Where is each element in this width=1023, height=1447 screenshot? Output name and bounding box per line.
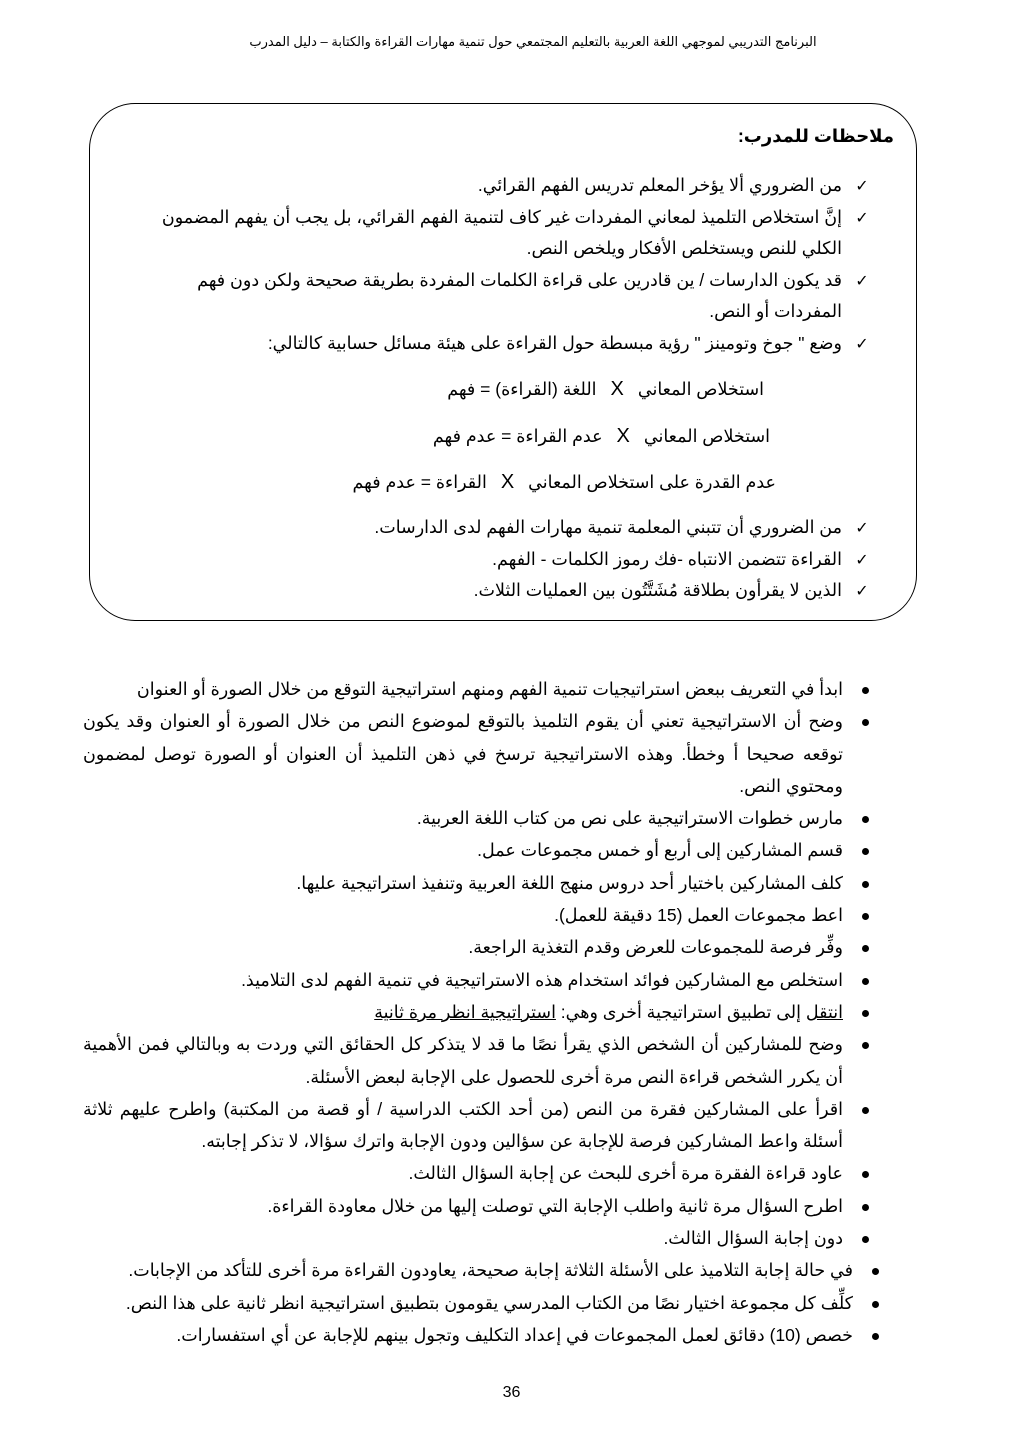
check-icon: ✓ xyxy=(855,333,869,353)
page-header: البرنامج التدريبي لموجهي اللغة العربية بالتعليم المجتمعي حول تنمية مهارات القراءة والكتابة – دليل المدرب xyxy=(249,34,817,49)
note-item: ✓ القراءة تتضمن الانتباه -فك رموز الكلمات - الفهم. xyxy=(160,544,872,576)
trainer-notes-box xyxy=(89,103,917,621)
bullet-icon xyxy=(862,913,869,920)
list-item: عاود قراءة الفقرة مرة أخرى للبحث عن إجابة السؤال الثالث. xyxy=(83,1157,873,1189)
bullet-icon xyxy=(862,719,869,726)
check-icon: ✓ xyxy=(855,207,869,227)
strategy-name: استراتيجية انظر مرة ثانية xyxy=(374,1001,556,1022)
list-item: دون إجابة السؤال الثالث. xyxy=(83,1222,873,1254)
list-item: اعط مجموعات العمل (15 دقيقة للعمل). xyxy=(83,899,873,931)
note-item: ✓ الذين لا يقرأون بطلاقة مُشَتَّتُون بين العمليات الثلاث. xyxy=(160,575,872,607)
note-item: ✓ قد يكون الدارسات / ين قادرين على قراءة الكلمات المفردة بطريقة صحيحة ولكن دون فهم المفردات أو النص. xyxy=(160,265,872,328)
list-item: في حالة إجابة التلاميذ على الأسئلة الثلاثة إجابة صحيحة، يعاودون القراءة مرة أخرى للتأكد من الإجابات. xyxy=(83,1254,883,1286)
bullet-icon xyxy=(862,687,869,694)
list-item: خصص (10) دقائق لعمل المجموعات في إعداد التكليف وتجول بينهم للإجابة عن أي استفسارات. xyxy=(83,1319,883,1351)
bullet-icon xyxy=(862,1171,869,1178)
notes-title: ملاحظات للمدرب: xyxy=(737,126,894,146)
bullet-icon xyxy=(862,881,869,888)
check-icon: ✓ xyxy=(855,176,869,195)
note-item: ✓ من الضروري أن تتبني المعلمة تنمية مهارات الفهم لدى الدارسات. xyxy=(160,512,872,544)
procedure-list xyxy=(83,673,873,1351)
list-item: وضح أن الاستراتيجية تعني أن يقوم التلميذ بالتوقع لموضوع النص من خلال الصورة أو العنوان وقد يكون توقعه صحيحا أ وخطأ. وهذه الاستراتيجية ترسخ في ذهن التلميذ أن العنوان أو الصورة توصل لمضمون ومحتوي النص. xyxy=(83,705,873,802)
page-number: 36 xyxy=(502,1384,521,1401)
list-item: استخلص مع المشاركين فوائد استخدام هذه الاستراتيجية في تنمية الفهم لدى التلاميذ. xyxy=(83,964,873,996)
list-item: وضح للمشاركين أن الشخص الذي يقرأ نصًا ما قد لا يتذكر كل الحقائق التي وردت به وبالتالي فمن الأهمية أن يكرر الشخص قراءة النص مرة أخرى للحصول على الإجابة لبعض الأسئلة. xyxy=(83,1028,873,1093)
formula-right: اللغة (القراءة) = فهم xyxy=(447,379,597,399)
list-item: كلف المشاركين باختيار أحد دروس منهج اللغة العربية وتنفيذ استراتيجية عليها. xyxy=(83,867,873,899)
bullet-icon xyxy=(862,1042,869,1049)
check-icon: ✓ xyxy=(855,270,869,290)
formula-left: عدم القدرة على استخلاص المعاني xyxy=(528,472,776,492)
check-icon: ✓ xyxy=(855,581,869,600)
formula-operator: X xyxy=(610,378,624,400)
formula-left: استخلاص المعاني xyxy=(643,426,770,446)
formula-1 xyxy=(447,378,764,401)
bullet-icon xyxy=(862,1010,869,1017)
formula-operator: X xyxy=(616,425,630,447)
check-icon: ✓ xyxy=(855,549,869,569)
bullet-icon xyxy=(862,848,869,855)
note-item: ✓ إنَّ استخلاص التلميذ لمعاني المفردات غير كاف لتنمية الفهم القرائي، بل يجب أن يفهم المضمون الكلي للنص ويستخلص الأفكار ويلخص النص. xyxy=(160,202,872,265)
list-item: مارس خطوات الاستراتيجية على نص من كتاب اللغة العربية. xyxy=(83,802,873,834)
bullet-icon xyxy=(862,1236,869,1243)
check-icon: ✓ xyxy=(855,518,869,537)
bullet-icon xyxy=(872,1333,879,1340)
notes-list-top xyxy=(160,170,872,359)
bullet-icon xyxy=(862,978,869,985)
list-item: اطرح السؤال مرة ثانية واطلب الإجابة التي توصلت إليها من خلال معاودة القراءة. xyxy=(83,1190,873,1222)
bullet-icon xyxy=(862,1107,869,1114)
transition-link: انتقل xyxy=(805,1001,843,1022)
bullet-icon xyxy=(862,816,869,823)
notes-list-bottom xyxy=(160,512,872,607)
formula-operator: X xyxy=(500,471,515,493)
bullet-icon xyxy=(862,1204,869,1211)
note-item: ✓ من الضروري ألا يؤخر المعلم تدريس الفهم القرائي. xyxy=(160,170,872,202)
bullet-icon xyxy=(862,945,869,952)
formula-right: القراءة = عدم فهم xyxy=(352,472,487,492)
formula-right: عدم القراءة = عدم فهم xyxy=(432,426,603,446)
list-item: قسم المشاركين إلى أربع أو خمس مجموعات عمل. xyxy=(83,834,873,866)
list-item: كلِّف كل مجموعة اختيار نصًا من الكتاب المدرسي يقومون بتطبيق استراتيجية انظر ثانية على هذا النص. xyxy=(83,1287,883,1319)
bullet-icon xyxy=(872,1301,879,1308)
bullet-icon xyxy=(872,1268,879,1275)
note-item: ✓ وضع " جوخ وتومينز " رؤية مبسطة حول القراءة على هيئة مسائل حسابية كالتالي: xyxy=(160,328,872,360)
formula-2 xyxy=(433,425,770,448)
formula-left: استخلاص المعاني xyxy=(637,379,764,399)
list-item: وفِّر فرصة للمجموعات للعرض وقدم التغذية الراجعة. xyxy=(83,931,873,963)
transition-item: انتقل إلى تطبيق استراتيجية أخرى وهي: استراتيجية انظر مرة ثانية xyxy=(83,996,873,1028)
formula-3 xyxy=(353,471,777,494)
list-item: ابدأ في التعريف ببعض استراتيجيات تنمية الفهم ومنهم استراتيجية التوقع من خلال الصورة أو العنوان xyxy=(83,673,873,705)
list-item: اقرأ على المشاركين فقرة من النص (من أحد الكتب الدراسية / أو قصة من المكتبة) واطرح عليهم ثلاثة أسئلة واعط المشاركين فرصة للإجابة عن سؤالين ودون الإجابة واترك سؤالا، لا تذكر إجابته. xyxy=(83,1093,873,1158)
